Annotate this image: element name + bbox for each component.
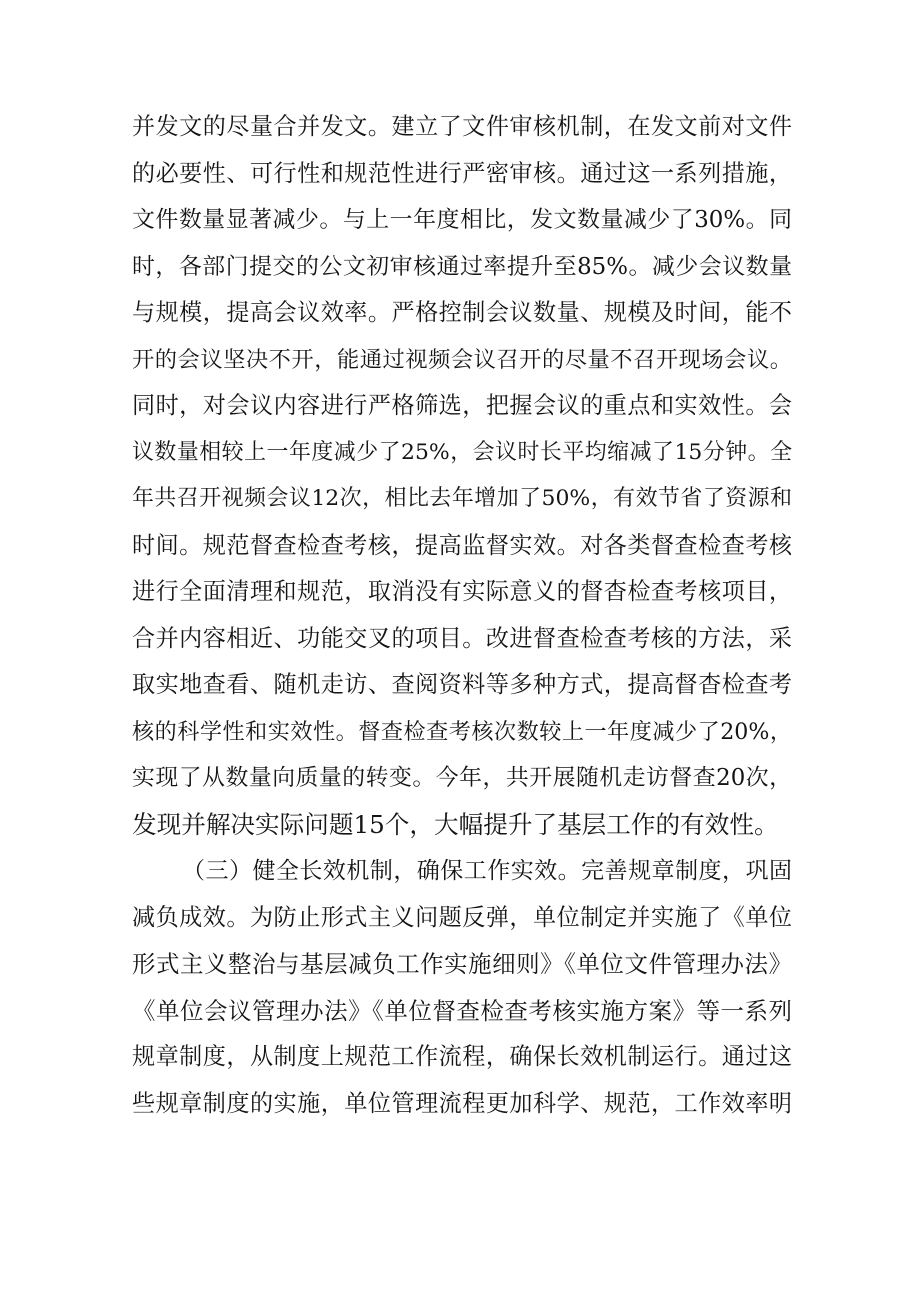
document-body (132, 104, 792, 1127)
text-line-15: 实现了从数量向质量的转变。今年，共开展随机走访督查20次， (132, 765, 792, 791)
text-line-8: 议数量相较上一年度减少了25%，会议时长平均缩减了15分钟。全 (132, 439, 792, 465)
text-line-13: 取实地查看、随机走访、查阅资料等多种方式，提高督杳检查考 (132, 672, 792, 698)
text-line-22: 些规章制度的实施，单位管理流程更加科学、规范，工作效率明 (132, 1090, 792, 1117)
text-line-11: 进行全面清理和规范，取消没有实际意义的督杳检查考核项目， (132, 579, 792, 605)
text-line-4: 时，各部门提交的公文初审核通过率提升至85%。减少会议数量 (132, 253, 792, 280)
text-line-3: 文件数量显著减少。与上一年度相比，发文数量减少了30%。同 (132, 207, 792, 233)
text-line-20: 《单位会议管理办法》《单位督查检查考核实施方案》等一系列 (132, 996, 792, 1025)
text-line-21: 规章制度，从制度上规范工作流程，确保长效机制运行。通过这 (132, 1044, 792, 1070)
text-line-19: 形式主义整治与基层减负工作实施细则》《单位文件管理办法》 (132, 950, 792, 978)
text-line-12: 合并内容相近、功能交叉的项目。改进督查检查考核的方法，采 (132, 625, 792, 652)
text-line-10: 时间。规范督查检查考核，提高监督实效。对各类督查检查考核 (132, 532, 792, 559)
text-line-6: 开的会议坚决不开，能通过视频会议召开的尽量不召开现场会议。 (132, 346, 792, 373)
section-heading-line: （三）健全长效机制，确保工作实效。完善规章制度，巩固 (182, 858, 792, 884)
text-line-9: 年共召开视频会议12次，相比去年增加了50%，有效节省了资源和 (132, 486, 792, 511)
text-line-18: 减负成效。为防止形式主义问题反弹，单位制定并实施了《单位 (132, 904, 792, 931)
text-line-2: 的必要性、可行性和规范性进行严密审核。通过这一系列措施， (132, 160, 792, 187)
text-line-5: 与规模，提高会议效率。严格控制会议数量、规模及时间，能不 (132, 300, 792, 326)
text-line-14: 核的科学性和实效性。督查检查考核次数较上一年度减少了20%， (132, 718, 792, 745)
text-line-1: 并发文的尽量合并发文。建立了文件审核机制，在发文前对文件 (132, 114, 792, 140)
text-line-16: 发现并解决实际问题15个，大幅提升了基层工作的有效性。 (132, 809, 779, 839)
text-line-7: 同时，对会议内容进行严格筛选，把握会议的重点和实效性。会 (132, 393, 792, 419)
